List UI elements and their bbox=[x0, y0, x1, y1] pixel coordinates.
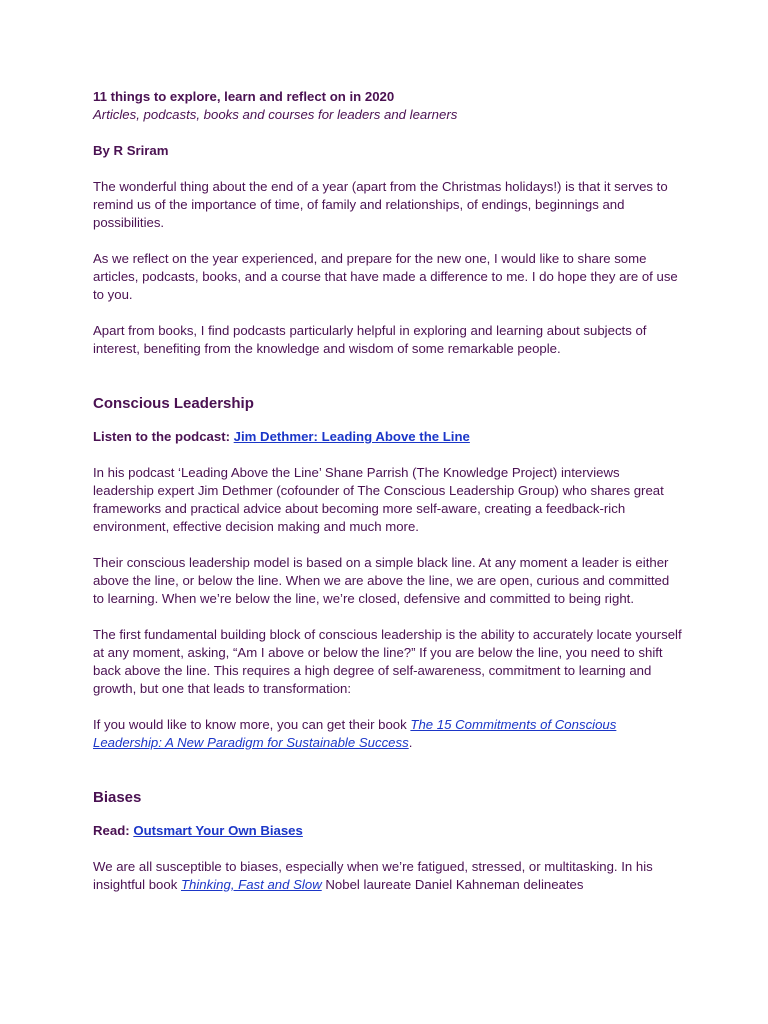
biases-text-end: Nobel laureate Daniel Kahneman delineates bbox=[321, 877, 584, 892]
intro-paragraph: Apart from books, I find podcasts particularly helpful in exploring and learning about subjects of interest, benefiting from the knowledge and wisdom of some remarkable people. bbox=[93, 323, 647, 356]
book-prefix: If you would like to know more, you can get their book bbox=[93, 717, 411, 732]
author-byline: By R Sriram bbox=[93, 143, 169, 158]
podcast-lead bbox=[93, 428, 683, 446]
document-subtitle: Articles, podcasts, books and courses for leaders and learners bbox=[93, 107, 458, 122]
article-link[interactable]: Outsmart Your Own Biases bbox=[133, 823, 303, 838]
document-body bbox=[93, 88, 683, 912]
intro-paragraph: The wonderful thing about the end of a year (apart from the Christmas holidays!) is that it serves to remind us of the importance of time, of family and relationships, of endings, beginnings and possibilities. bbox=[93, 179, 668, 230]
intro-paragraph: As we reflect on the year experienced, and prepare for the new one, I would like to share some articles, podcasts, books, and a course that have made a difference to me. I do hope they are of use to you. bbox=[93, 251, 678, 302]
section-heading-conscious-leadership: Conscious Leadership bbox=[93, 395, 254, 412]
body-paragraph: In his podcast ‘Leading Above the Line’ Shane Parrish (The Knowledge Project) interviews leadership expert Jim Dethmer (cofounder of The Conscious Leadership Group) who shares great frameworks and practical advice about becoming more self-aware, creating a feedback-rich environment, effective decision making and much more. bbox=[93, 465, 664, 534]
thinking-fast-slow-link[interactable]: Thinking, Fast and Slow bbox=[180, 877, 322, 892]
biases-paragraph bbox=[93, 858, 683, 894]
biases-text-start: We are all susceptible to biases, especially when we’re fatigued, stressed, or multitasking. In his insightful book bbox=[93, 859, 653, 892]
book-suffix: . bbox=[408, 735, 413, 750]
document-title: 11 things to explore, learn and reflect on in 2020 bbox=[93, 89, 395, 104]
body-paragraph: The first fundamental building block of conscious leadership is the ability to accurately locate yourself at any moment, asking, “Am I above or below the line?” If you are below the line, you need to shift back above the line. This requires a high degree of self-awareness, commitment to learning and growth, but one that leads to transformation: bbox=[93, 627, 682, 696]
book-link[interactable]: The 15 Commitments of Conscious Leadership: A New Paradigm for Sustainable Success bbox=[93, 717, 617, 750]
book-recommendation bbox=[93, 716, 683, 752]
read-lead-label: Read: bbox=[93, 823, 134, 838]
section-heading-biases: Biases bbox=[93, 789, 142, 806]
body-paragraph: Their conscious leadership model is based on a simple black line. At any moment a leader is either above the line, or below the line. When we are above the line, we are open, curious and committed to learning. When we’re below the line, we’re closed, defensive and committed to being right. bbox=[93, 555, 670, 606]
podcast-lead-label: Listen to the podcast: bbox=[93, 429, 234, 444]
read-lead bbox=[93, 822, 683, 840]
podcast-link[interactable]: Jim Dethmer: Leading Above the Line bbox=[233, 429, 470, 444]
